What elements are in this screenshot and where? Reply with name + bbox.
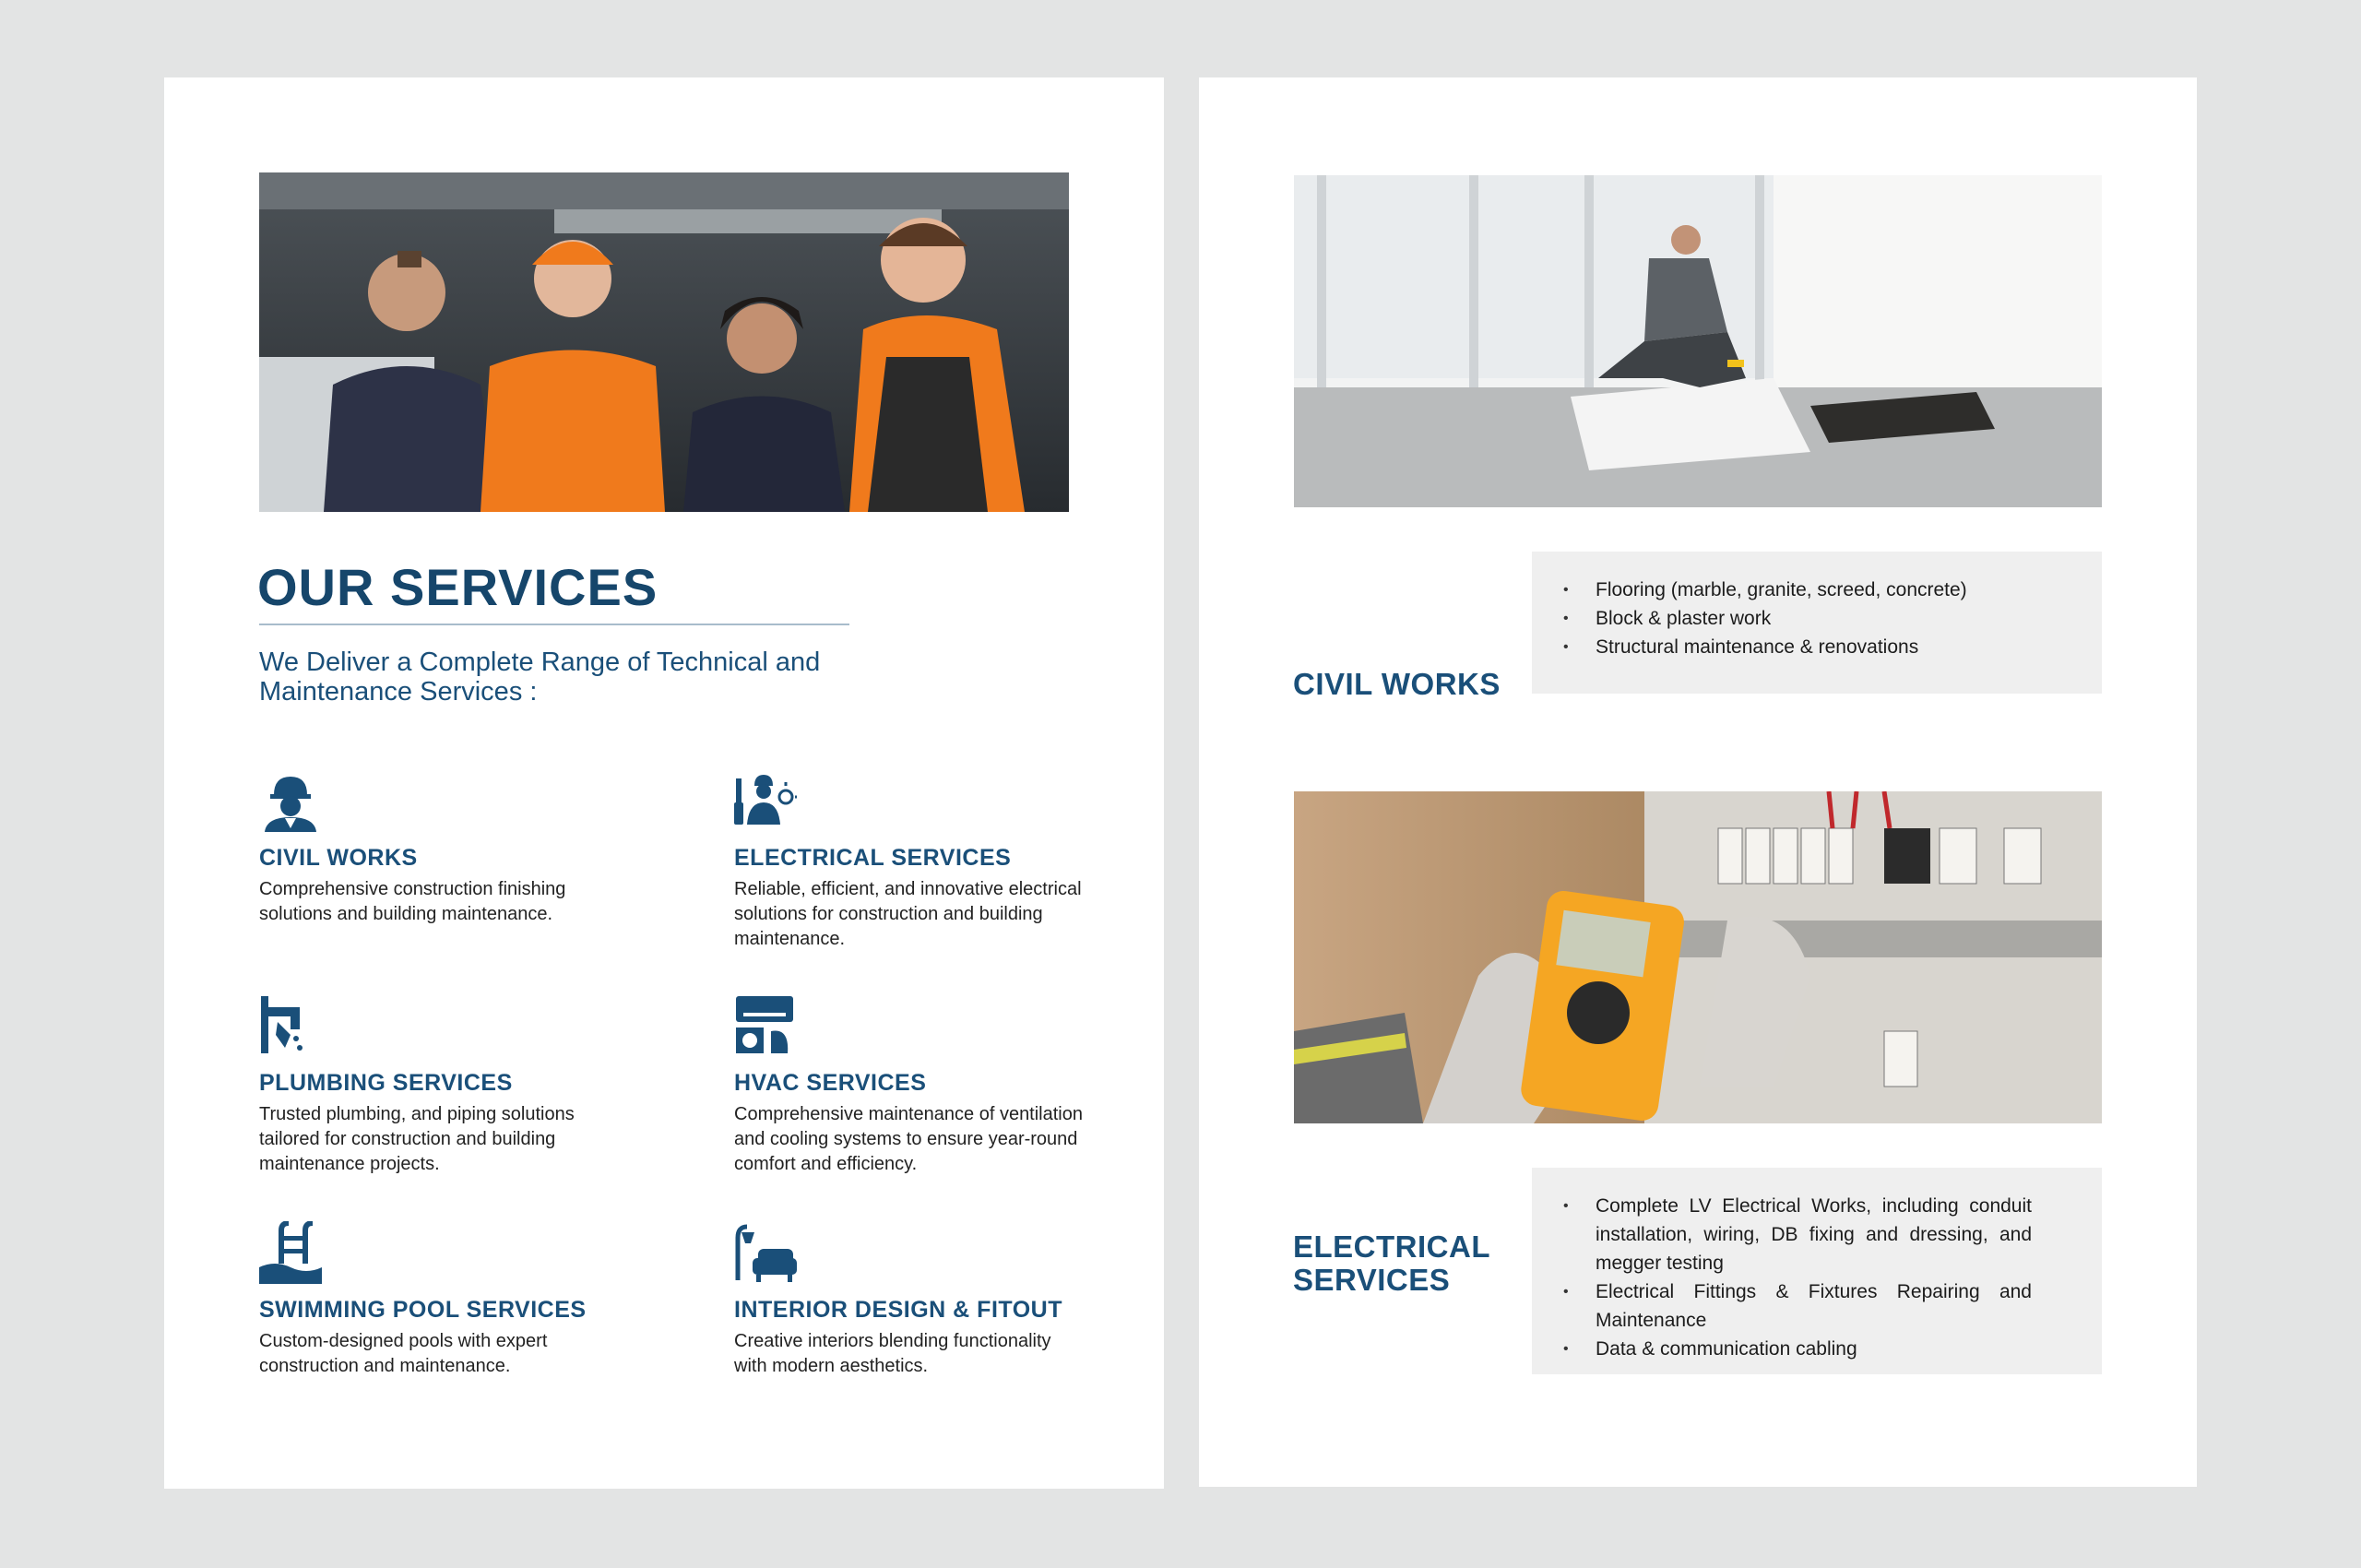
bullet-item: • Structural maintenance & renovations [1563, 633, 2032, 661]
bullet-item: • Complete LV Electrical Works, including conduit installation, wiring, DB fixing and dressing, and megger testing [1563, 1192, 2032, 1277]
tile-installation-photo [1294, 175, 2102, 507]
section-title-civil-works: CIVIL WORKS [1293, 667, 1501, 701]
bullet-item: • Block & plaster work [1563, 604, 2032, 633]
hvac-unit-icon [734, 994, 797, 1057]
bullet-item: • Electrical Fittings & Fixtures Repairing and Maintenance [1563, 1277, 2032, 1335]
service-title: INTERIOR DESIGN & FITOUT [734, 1297, 1062, 1323]
brochure-page-left [164, 77, 1164, 1489]
service-title: PLUMBING SERVICES [259, 1070, 513, 1096]
service-description: Reliable, efficient, and innovative electrical solutions for construction and building maintenance. [734, 879, 1082, 949]
electrical-services-bullets [1532, 1168, 2102, 1374]
electrical-panel-photo [1294, 791, 2102, 1123]
title-divider [259, 624, 849, 625]
service-description: Comprehensive maintenance of ventilation and cooling systems to ensure year-round comfort and efficiency. [734, 1104, 1083, 1174]
service-description: Trusted plumbing, and piping solutions tailored for construction and building maintenance projects. [259, 1104, 575, 1174]
service-hvac [734, 994, 1085, 1177]
service-plumbing [259, 994, 628, 1177]
bullet-item: • Flooring (marble, granite, screed, concrete) [1563, 576, 2032, 604]
service-civil-works [259, 769, 628, 927]
service-title: HVAC SERVICES [734, 1070, 927, 1096]
service-title: ELECTRICAL SERVICES [734, 845, 1012, 871]
electrician-icon [734, 769, 797, 832]
service-swimming-pool [259, 1221, 628, 1379]
page-subtitle: We Deliver a Complete Range of Technical and Maintenance Services : [259, 647, 821, 707]
civil-works-bullets [1532, 552, 2102, 694]
service-description: Custom-designed pools with expert construction and maintenance. [259, 1331, 548, 1376]
brochure-page-right [1199, 77, 2197, 1487]
bullet-item: • Data & communication cabling [1563, 1335, 2032, 1363]
service-description: Comprehensive construction finishing solutions and building maintenance. [259, 879, 566, 924]
swimming-pool-ladder-icon [259, 1221, 322, 1284]
service-interior-design [734, 1221, 1085, 1379]
construction-worker-icon [259, 769, 322, 832]
team-photo [259, 172, 1069, 512]
page-title: OUR SERVICES [257, 558, 658, 616]
service-electrical [734, 769, 1085, 952]
service-title: SWIMMING POOL SERVICES [259, 1297, 587, 1323]
service-title: CIVIL WORKS [259, 845, 418, 871]
plumbing-faucet-icon [259, 994, 322, 1057]
section-title-electrical-services: ELECTRICAL SERVICES [1293, 1229, 1490, 1297]
service-description: Creative interiors blending functionality with modern aesthetics. [734, 1331, 1051, 1376]
interior-sofa-lamp-icon [734, 1221, 797, 1284]
